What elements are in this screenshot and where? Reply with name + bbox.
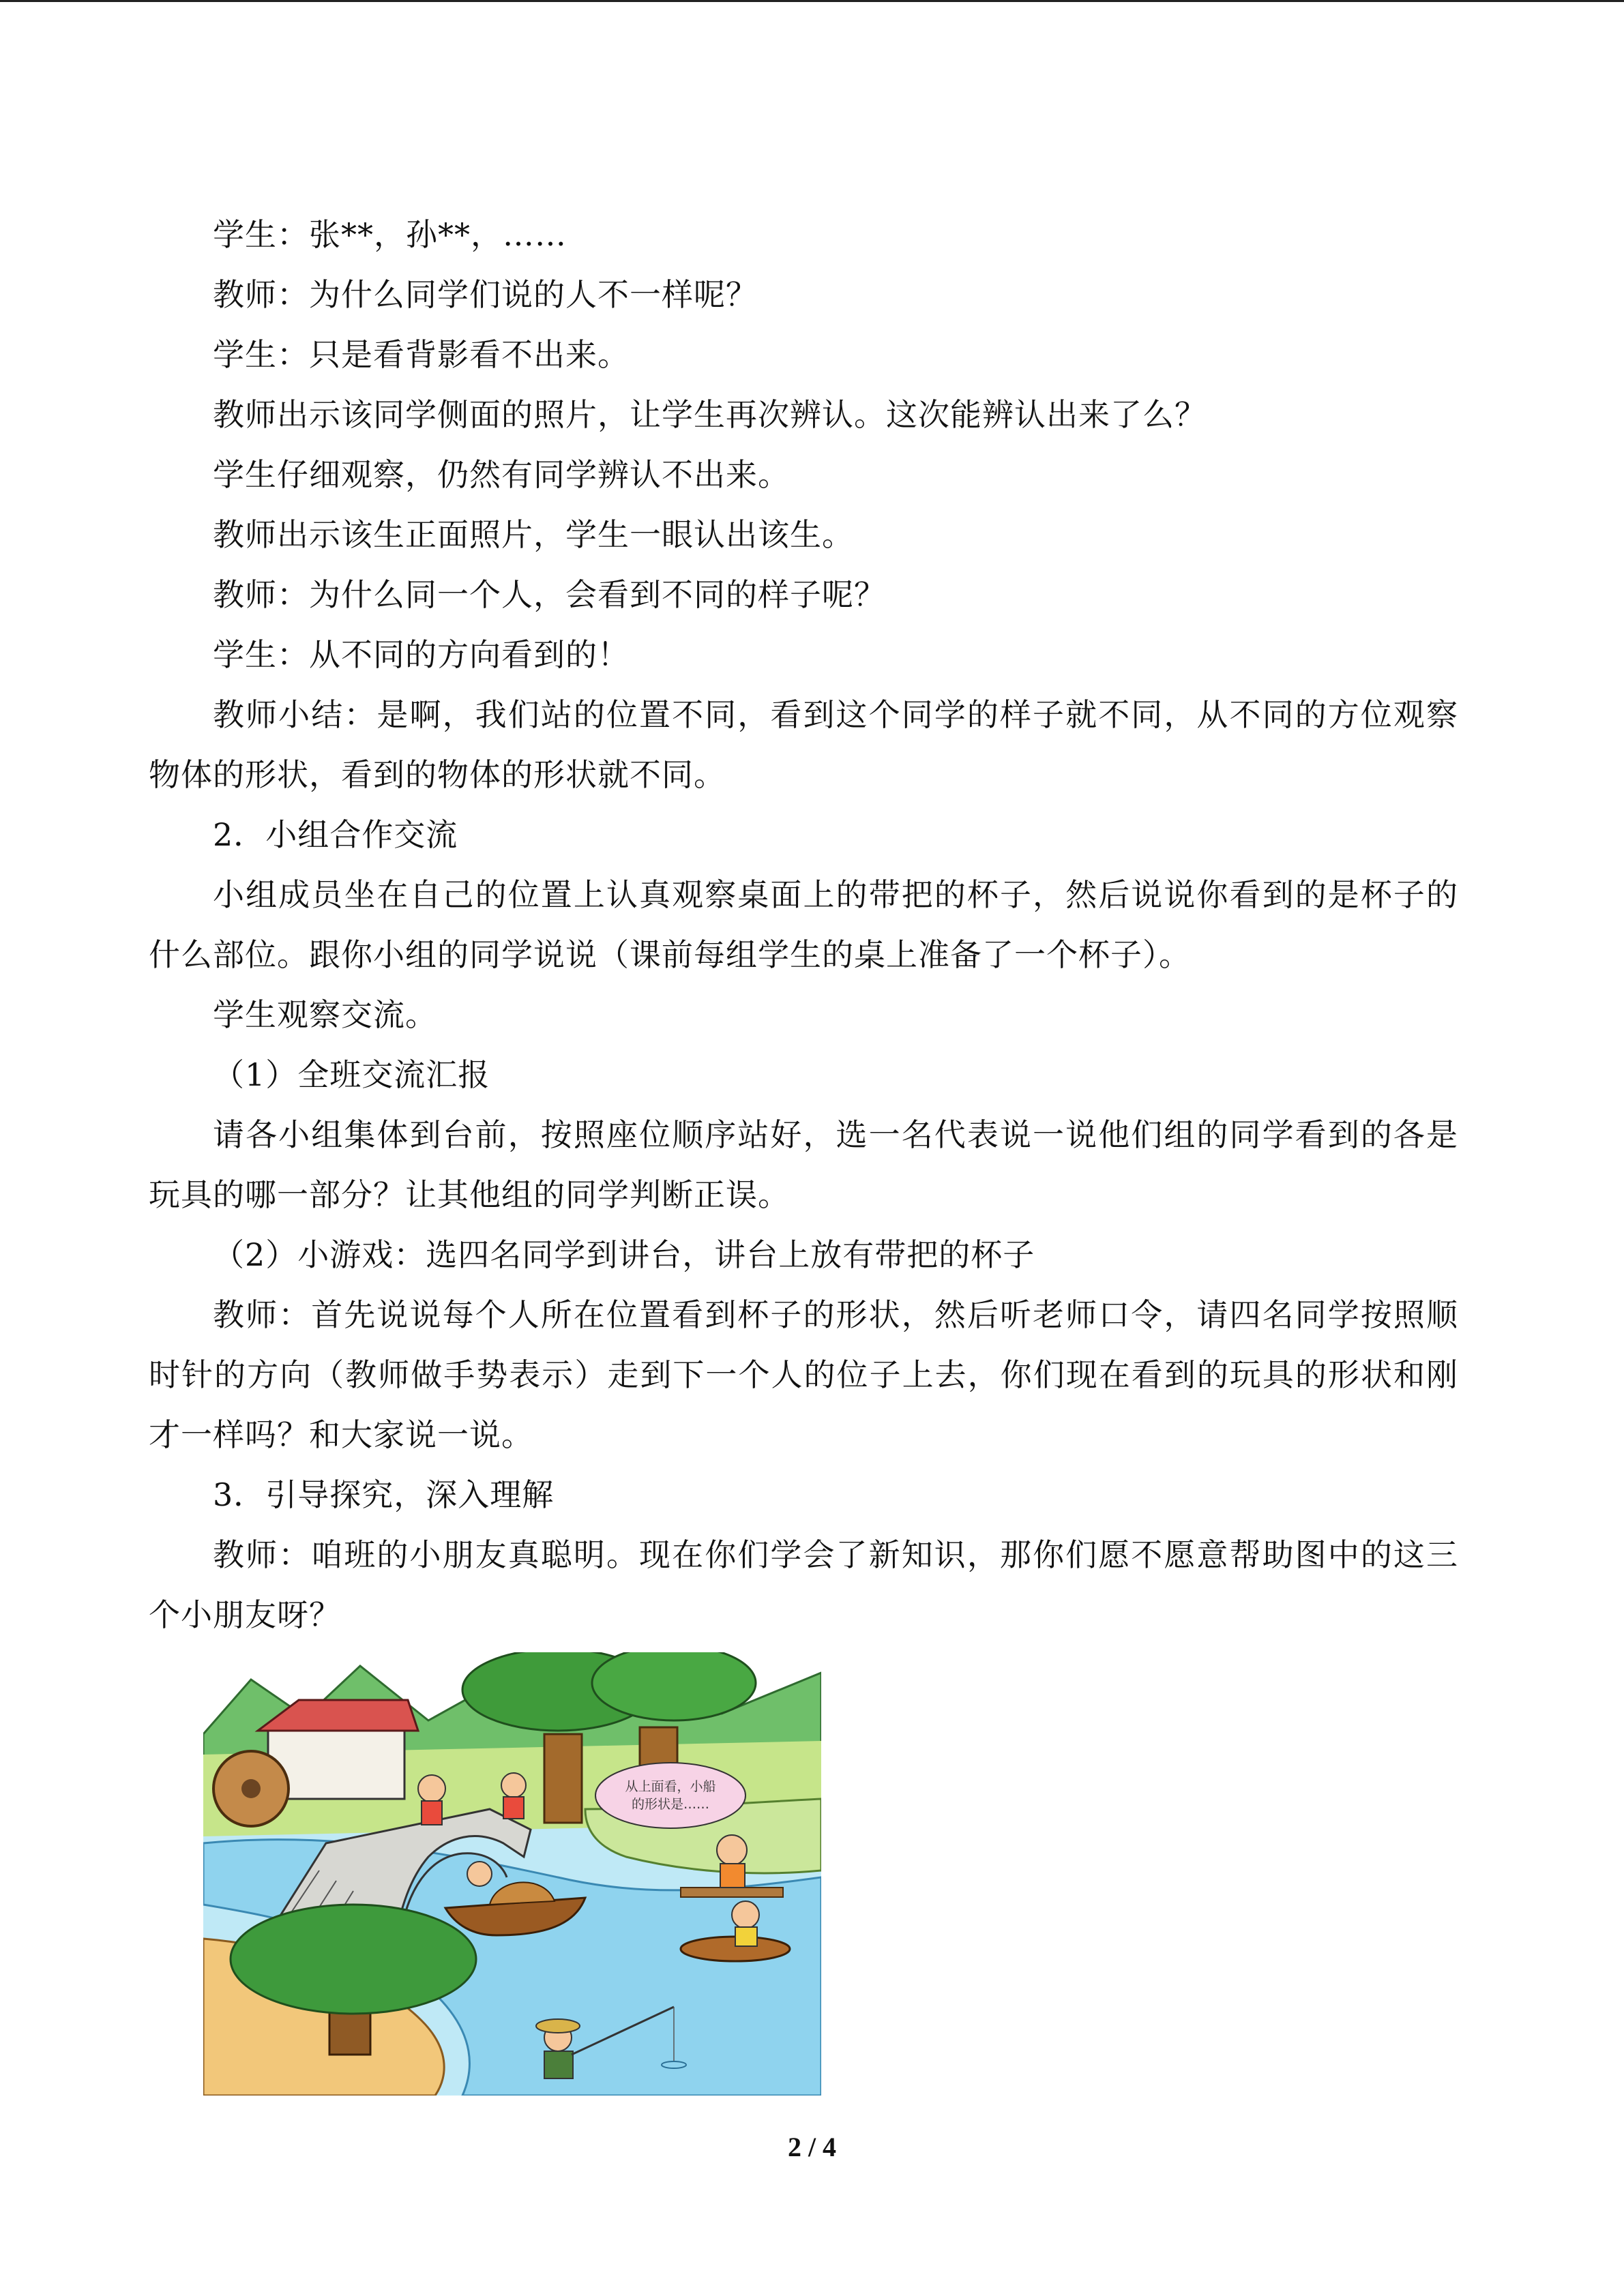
paragraph: 教师：为什么同学们说的人不一样呢？ xyxy=(213,276,758,313)
paragraph: 学生观察交流。 xyxy=(213,996,437,1033)
paragraph: 教师出示该同学侧面的照片，让学生再次辨认。这次能辨认出来了么？ xyxy=(213,396,1207,433)
document-body xyxy=(149,205,1458,1645)
river-scene-illustration xyxy=(203,1652,821,2096)
willow-canopy xyxy=(231,1905,476,2014)
child-figure xyxy=(735,1927,757,1946)
page-top-border xyxy=(0,0,1624,2)
boatman-figure xyxy=(467,1862,492,1886)
child-figure xyxy=(720,1864,745,1888)
child-figure xyxy=(717,1835,747,1865)
paragraph: 教师：首先说说每个人所在位置看到杯子的形状，然后听老师口令，请四名同学按照顺时针的方向（教师做手势表示）走到下一个人的位子上去，你们现在看到的玩具的形状和刚才一样吗？和大家说一说。 xyxy=(149,1296,1458,1453)
child-figure xyxy=(418,1775,445,1802)
paragraph: 小组成员坐在自己的位置上认真观察桌面上的带把的杯子，然后说说你看到的是杯子的什么部位。跟你小组的同学说说（课前每组学生的桌上准备了一个杯子）。 xyxy=(149,876,1458,973)
fisherman-figure xyxy=(544,2051,573,2078)
paragraph: 学生：张**，孙**，…… xyxy=(213,216,567,253)
child-figure xyxy=(501,1773,526,1798)
paragraph: 请各小组集体到台前，按照座位顺序站好，选一名代表说一说他们组的同学看到的各是玩具的哪一部分？让其他组的同学判断正误。 xyxy=(149,1116,1458,1213)
page-number: 2 / 4 xyxy=(787,2132,837,2162)
paragraph: 学生：只是看背影看不出来。 xyxy=(213,336,630,373)
speech-bubble-text: 的形状是…… xyxy=(631,1797,710,1812)
fisherman-hat xyxy=(536,2019,580,2033)
child-figure xyxy=(422,1801,442,1825)
dock xyxy=(681,1888,783,1897)
illustration-svg xyxy=(203,1652,821,2096)
paragraph: 学生仔细观察，仍然有同学辨认不出来。 xyxy=(213,456,790,493)
section-heading: 3．引导探究，深入理解 xyxy=(213,1476,555,1513)
speech-bubble xyxy=(595,1763,745,1828)
speech-bubble-text: 从上面看，小船 xyxy=(625,1779,716,1794)
section-heading: 2．小组合作交流 xyxy=(213,816,458,853)
paragraph: 学生：从不同的方向看到的！ xyxy=(213,636,630,673)
sub-heading: （1）全班交流汇报 xyxy=(213,1056,490,1093)
paragraph: 教师小结：是啊，我们站的位置不同，看到这个同学的样子就不同，从不同的方位观察物体的形状，看到的物体的形状就不同。 xyxy=(149,696,1458,793)
sub-heading: （2）小游戏：选四名同学到讲台，讲台上放有带把的杯子 xyxy=(213,1236,1035,1273)
paragraph: 教师：为什么同一个人，会看到不同的样子呢？ xyxy=(213,576,886,613)
child-figure xyxy=(503,1797,524,1819)
child-figure xyxy=(732,1901,759,1928)
water-wheel-hub xyxy=(241,1779,261,1798)
paragraph: 教师：咱班的小朋友真聪明。现在你们学会了新知识，那你们愿不愿意帮助图中的这三个小朋友呀？ xyxy=(149,1536,1458,1633)
tree-trunk xyxy=(544,1734,582,1823)
tree-canopy xyxy=(592,1652,756,1720)
paragraph: 教师出示该生正面照片，学生一眼认出该生。 xyxy=(213,516,854,553)
